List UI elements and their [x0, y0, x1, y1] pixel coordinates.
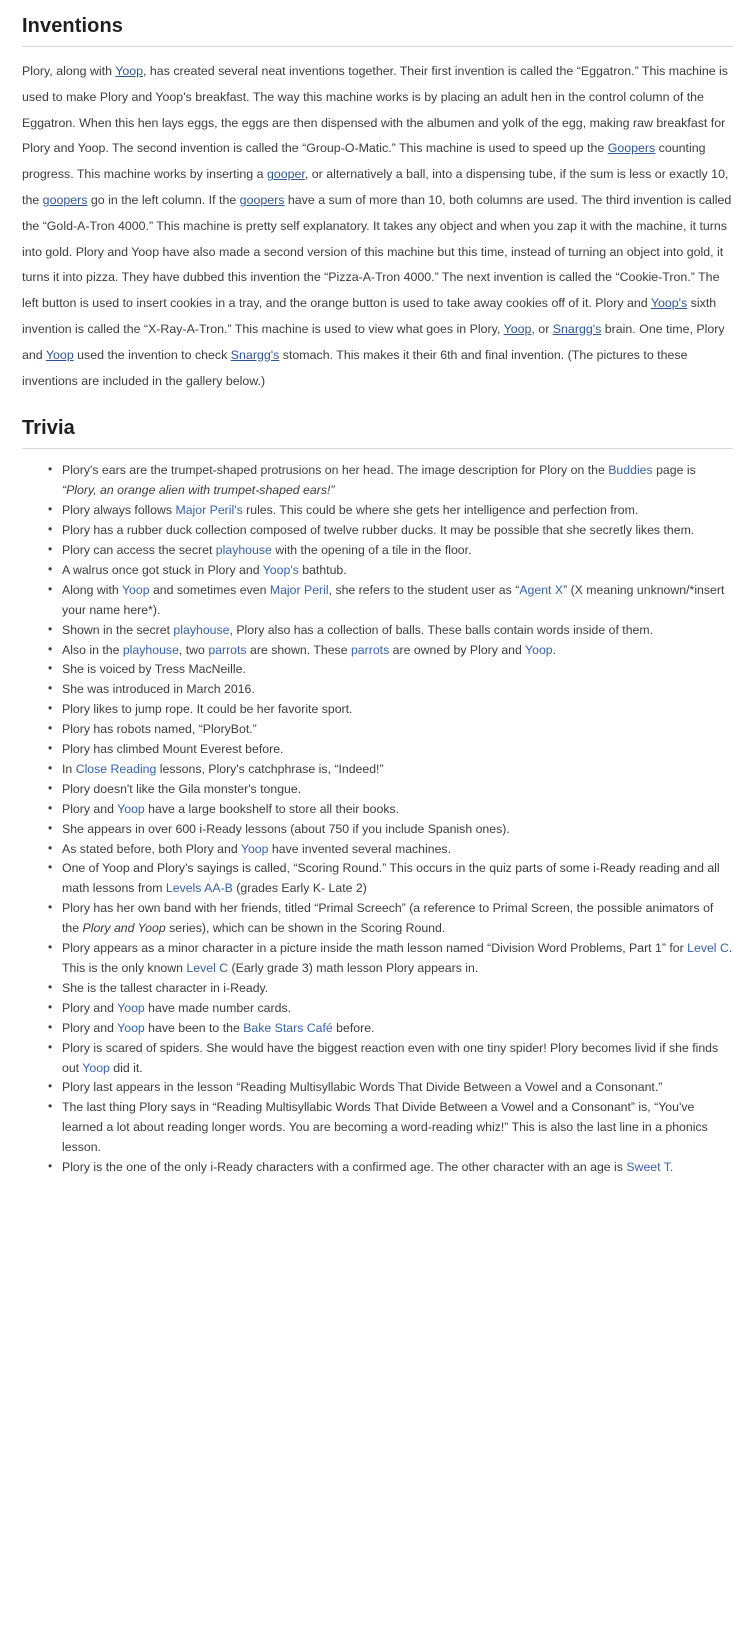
wiki-link[interactable]: Yoop [82, 1060, 110, 1075]
text-run: with the opening of a tile in the floor. [271, 542, 472, 557]
wiki-link[interactable]: Major Peril's [175, 503, 243, 518]
text-run: The last thing Plory says in “Reading Multisyllabic Words That Divide Between a Vowel and a Consonant” is, “You've learned a lot about reading longer words. You are becoming a word-reading whiz!” This is also the last line in a phonics lesson. [62, 1100, 708, 1155]
emphasis-text: “Plory, an orange alien with trumpet-shaped ears!” [62, 483, 335, 498]
text-run: counting progress. This machine works by inserting a [22, 141, 706, 182]
text-run: A walrus once got stuck in Plory and [62, 562, 263, 577]
trivia-list-item [48, 800, 733, 820]
trivia-list-item [48, 621, 733, 641]
wiki-link[interactable]: Major Peril [269, 582, 329, 597]
trivia-list-item [48, 939, 733, 979]
text-run: are owned by Plory and [389, 642, 526, 657]
text-run: , or alternatively a ball, into a dispensing tube, if the sum is less or exactly 10, the [22, 167, 729, 207]
wiki-link[interactable]: Levels AA-B [165, 881, 233, 896]
text-run: Plory last appears in the lesson “Reading Multisyllabic Words That Divide Between a Vowel and a Consonant.” [62, 1080, 663, 1095]
wiki-link[interactable]: parrots [208, 642, 247, 657]
text-run: Plory always follows [62, 503, 176, 518]
trivia-list-item [48, 999, 733, 1019]
wiki-link[interactable]: Yoop [115, 64, 144, 78]
text-run: used the invention to check [73, 347, 231, 362]
trivia-list-item [48, 501, 733, 521]
text-run: have invented several machines. [268, 841, 451, 856]
trivia-list-item [48, 740, 733, 760]
wiki-link[interactable]: playhouse [122, 642, 179, 657]
text-run: series), which can be shown in the Scoring Round. [165, 921, 446, 936]
trivia-list-item [48, 820, 733, 840]
text-run: Plory has a rubber duck collection composed of twelve rubber ducks. It may be possible that she secretly likes them. [62, 523, 695, 538]
page-title-trivia: Trivia [22, 417, 75, 440]
text-run: Plory can access the secret [62, 542, 216, 557]
wiki-link[interactable]: Yoop [117, 1020, 145, 1035]
wiki-link[interactable]: Bake Stars Café [243, 1020, 333, 1035]
trivia-list-item [48, 561, 733, 581]
wiki-link[interactable]: Yoop [117, 1000, 145, 1015]
text-run: , two [178, 642, 209, 657]
wiki-link[interactable]: Yoop [240, 841, 269, 856]
text-run: , has created several neat inventions together. Their first invention is called the “Eggatron.” This machine is used to make Plory and Yoop's breakfast. The way this machine works is by placing an adult hen in the control column of the Eggatron. When this hen lays eggs, the eggs are then dispensed with the albumen and yolk of the egg, making raw breakfast for Plory and Yoop. The second invention is called the “Group-O-Matic.” This machine is used to speed up the [22, 64, 728, 156]
text-run: (Early grade 3) math lesson Plory appears in. [228, 961, 479, 976]
wiki-link[interactable]: Yoop [503, 321, 532, 336]
wiki-link[interactable]: Yoop [45, 347, 74, 362]
trivia-list-item [48, 1158, 733, 1178]
text-run: (grades Early K- Late 2) [232, 881, 367, 896]
text-run: Plory and [62, 1020, 118, 1035]
trivia-list-item [48, 899, 733, 939]
text-run: and sometimes even [149, 582, 270, 597]
text-run: lessons, Plory's catchphrase is, “Indeed!” [156, 761, 384, 776]
text-run: , she refers to the student user as “ [328, 582, 520, 597]
wiki-link[interactable]: playhouse [215, 542, 272, 557]
wiki-link[interactable]: Buddies [608, 463, 653, 478]
text-run: . This is the only known [62, 941, 733, 976]
trivia-list-item [48, 1078, 733, 1098]
heading-divider-trivia [22, 448, 733, 449]
heading-divider-inventions [22, 46, 733, 47]
text-run: brain. One time, Plory and [22, 321, 725, 362]
text-run: have been to the [144, 1020, 244, 1035]
trivia-list-item [48, 979, 733, 999]
text-run: Plory has climbed Mount Everest before. [62, 742, 284, 757]
trivia-list-item [48, 760, 733, 780]
wiki-link[interactable]: Yoop [525, 642, 553, 657]
wiki-link[interactable]: Snargg's [230, 347, 280, 362]
wiki-link[interactable]: goopers [239, 192, 285, 207]
wiki-link[interactable]: Close Reading [75, 761, 157, 776]
text-run: Plory and [62, 801, 118, 816]
wiki-link[interactable]: Snargg's [552, 321, 602, 336]
text-run: did it. [109, 1060, 143, 1075]
trivia-list-item [48, 1019, 733, 1039]
text-run: She was introduced in March 2016. [62, 682, 255, 697]
trivia-list-item [48, 859, 733, 899]
text-run: Plory's ears are the trumpet-shaped protrusions on her head. The image description for Plory on the [62, 463, 609, 478]
page-title-inventions: Inventions [22, 15, 124, 37]
wiki-link[interactable]: Yoop's [262, 562, 299, 577]
text-run: have a sum of more than 10, both columns are used. The third invention is called the “Gold-A-Tron 4000.” This machine is pretty self explanatory. It takes any object and when you zap it with the machine, it turns into gold. Plory and Yoop have also made a second version of this machine but this time, instead of turning an object into gold, it turns it into pizza. They have dubbed this invention the “Pizza-A-Tron 4000.” The next invention is called the “Cookie-Tron.” The left button is used to insert cookies in a tray, and the orange button is used to take away cookies off of it. Plory and [22, 192, 732, 311]
text-run: In [62, 761, 76, 776]
text-run: Shown in the secret [62, 622, 174, 637]
text-run: Also in the [62, 642, 123, 657]
text-run: Plory likes to jump rope. It could be her favorite sport. [62, 702, 353, 717]
text-run: Along with [62, 582, 122, 597]
text-run: page is [652, 463, 696, 478]
trivia-list-item [48, 720, 733, 740]
text-run: As stated before, both Plory and [62, 841, 241, 856]
trivia-list-item [48, 840, 733, 860]
inventions-paragraph [22, 59, 733, 394]
text-run: ” (X meaning unknown/*insert your name here*). [62, 582, 725, 617]
text-run: stomach. This makes it their 6th and final invention. (The pictures to these inventions are included in the gallery below.) [22, 347, 688, 388]
wiki-link[interactable]: playhouse [173, 622, 230, 637]
wiki-link[interactable]: Yoop [121, 582, 150, 597]
text-run: bathtub. [298, 562, 347, 577]
text-run: sixth invention is called the “X-Ray-A-Tron.” This machine is used to view what goes in Plory, [22, 296, 717, 336]
trivia-list [22, 461, 733, 1178]
text-run: She appears in over 600 i-Ready lessons (about 750 if you include Spanish ones). [62, 821, 510, 836]
trivia-list-item [48, 461, 733, 501]
text-run: are shown. These [246, 642, 351, 657]
text-run: One of Yoop and Plory's sayings is called, “Scoring Round.” This occurs in the quiz parts of some i-Ready reading and all math lessons from [62, 861, 720, 896]
page-bottom-spacer [22, 1178, 733, 1192]
trivia-list-item [48, 581, 733, 621]
text-run: Plory is the one of the only i-Ready characters with a confirmed age. The other character with an age is [62, 1160, 627, 1175]
text-run: have made number cards. [144, 1000, 292, 1015]
text-run: She is the tallest character in i-Ready. [62, 980, 269, 995]
emphasis-text: Plory and Yoop [82, 921, 166, 936]
text-run: Plory is scared of spiders. She would have the biggest reaction even with one tiny spider! Plory becomes livid if she finds out [62, 1040, 719, 1075]
text-run: rules. This could be where she gets her intelligence and perfection from. [242, 503, 639, 518]
trivia-list-item [48, 660, 733, 680]
text-run: Plory has robots named, “PloryBot.” [62, 722, 257, 737]
trivia-list-item [48, 541, 733, 561]
trivia-list-item [48, 521, 733, 541]
trivia-section [22, 416, 733, 1178]
text-run: before. [332, 1020, 375, 1035]
wiki-link[interactable]: gooper [266, 167, 305, 182]
text-run: She is voiced by Tress MacNeille. [62, 662, 246, 677]
text-run: go in the left column. If the [87, 192, 240, 207]
text-run: Plory appears as a minor character in a picture inside the math lesson named “Division Word Problems, Part 1” for [62, 941, 688, 956]
text-run: . [552, 642, 557, 657]
text-run: Plory doesn't like the Gila monster's tongue. [62, 781, 302, 796]
text-run: Plory has her own band with her friends, titled “Primal Screech” (a reference to Primal Screen, the possible animators of the [62, 901, 714, 936]
trivia-list-item [48, 680, 733, 700]
wiki-link[interactable]: Level C [186, 961, 229, 976]
trivia-list-item [48, 700, 733, 720]
wiki-link[interactable]: Goopers [607, 141, 656, 156]
trivia-list-item [48, 1098, 733, 1158]
wiki-link[interactable]: Agent X [519, 582, 564, 597]
wiki-link[interactable]: Sweet T. [626, 1160, 674, 1175]
wiki-link[interactable]: Yoop [117, 801, 145, 816]
text-run: have a large bookshelf to store all their books. [144, 801, 400, 816]
trivia-list-item [48, 780, 733, 800]
text-run: , Plory also has a collection of balls. These balls contain words inside of them. [229, 622, 654, 637]
text-run: Plory and [62, 1000, 118, 1015]
wiki-link[interactable]: goopers [42, 192, 88, 207]
text-run: , or [531, 321, 553, 336]
trivia-list-item [48, 641, 733, 661]
wiki-link[interactable]: parrots [350, 642, 390, 657]
wiki-link[interactable]: Level C [687, 941, 729, 956]
wiki-link[interactable]: Yoop's [650, 296, 688, 311]
trivia-list-item [48, 1039, 733, 1079]
text-run: Plory, along with [22, 64, 116, 78]
